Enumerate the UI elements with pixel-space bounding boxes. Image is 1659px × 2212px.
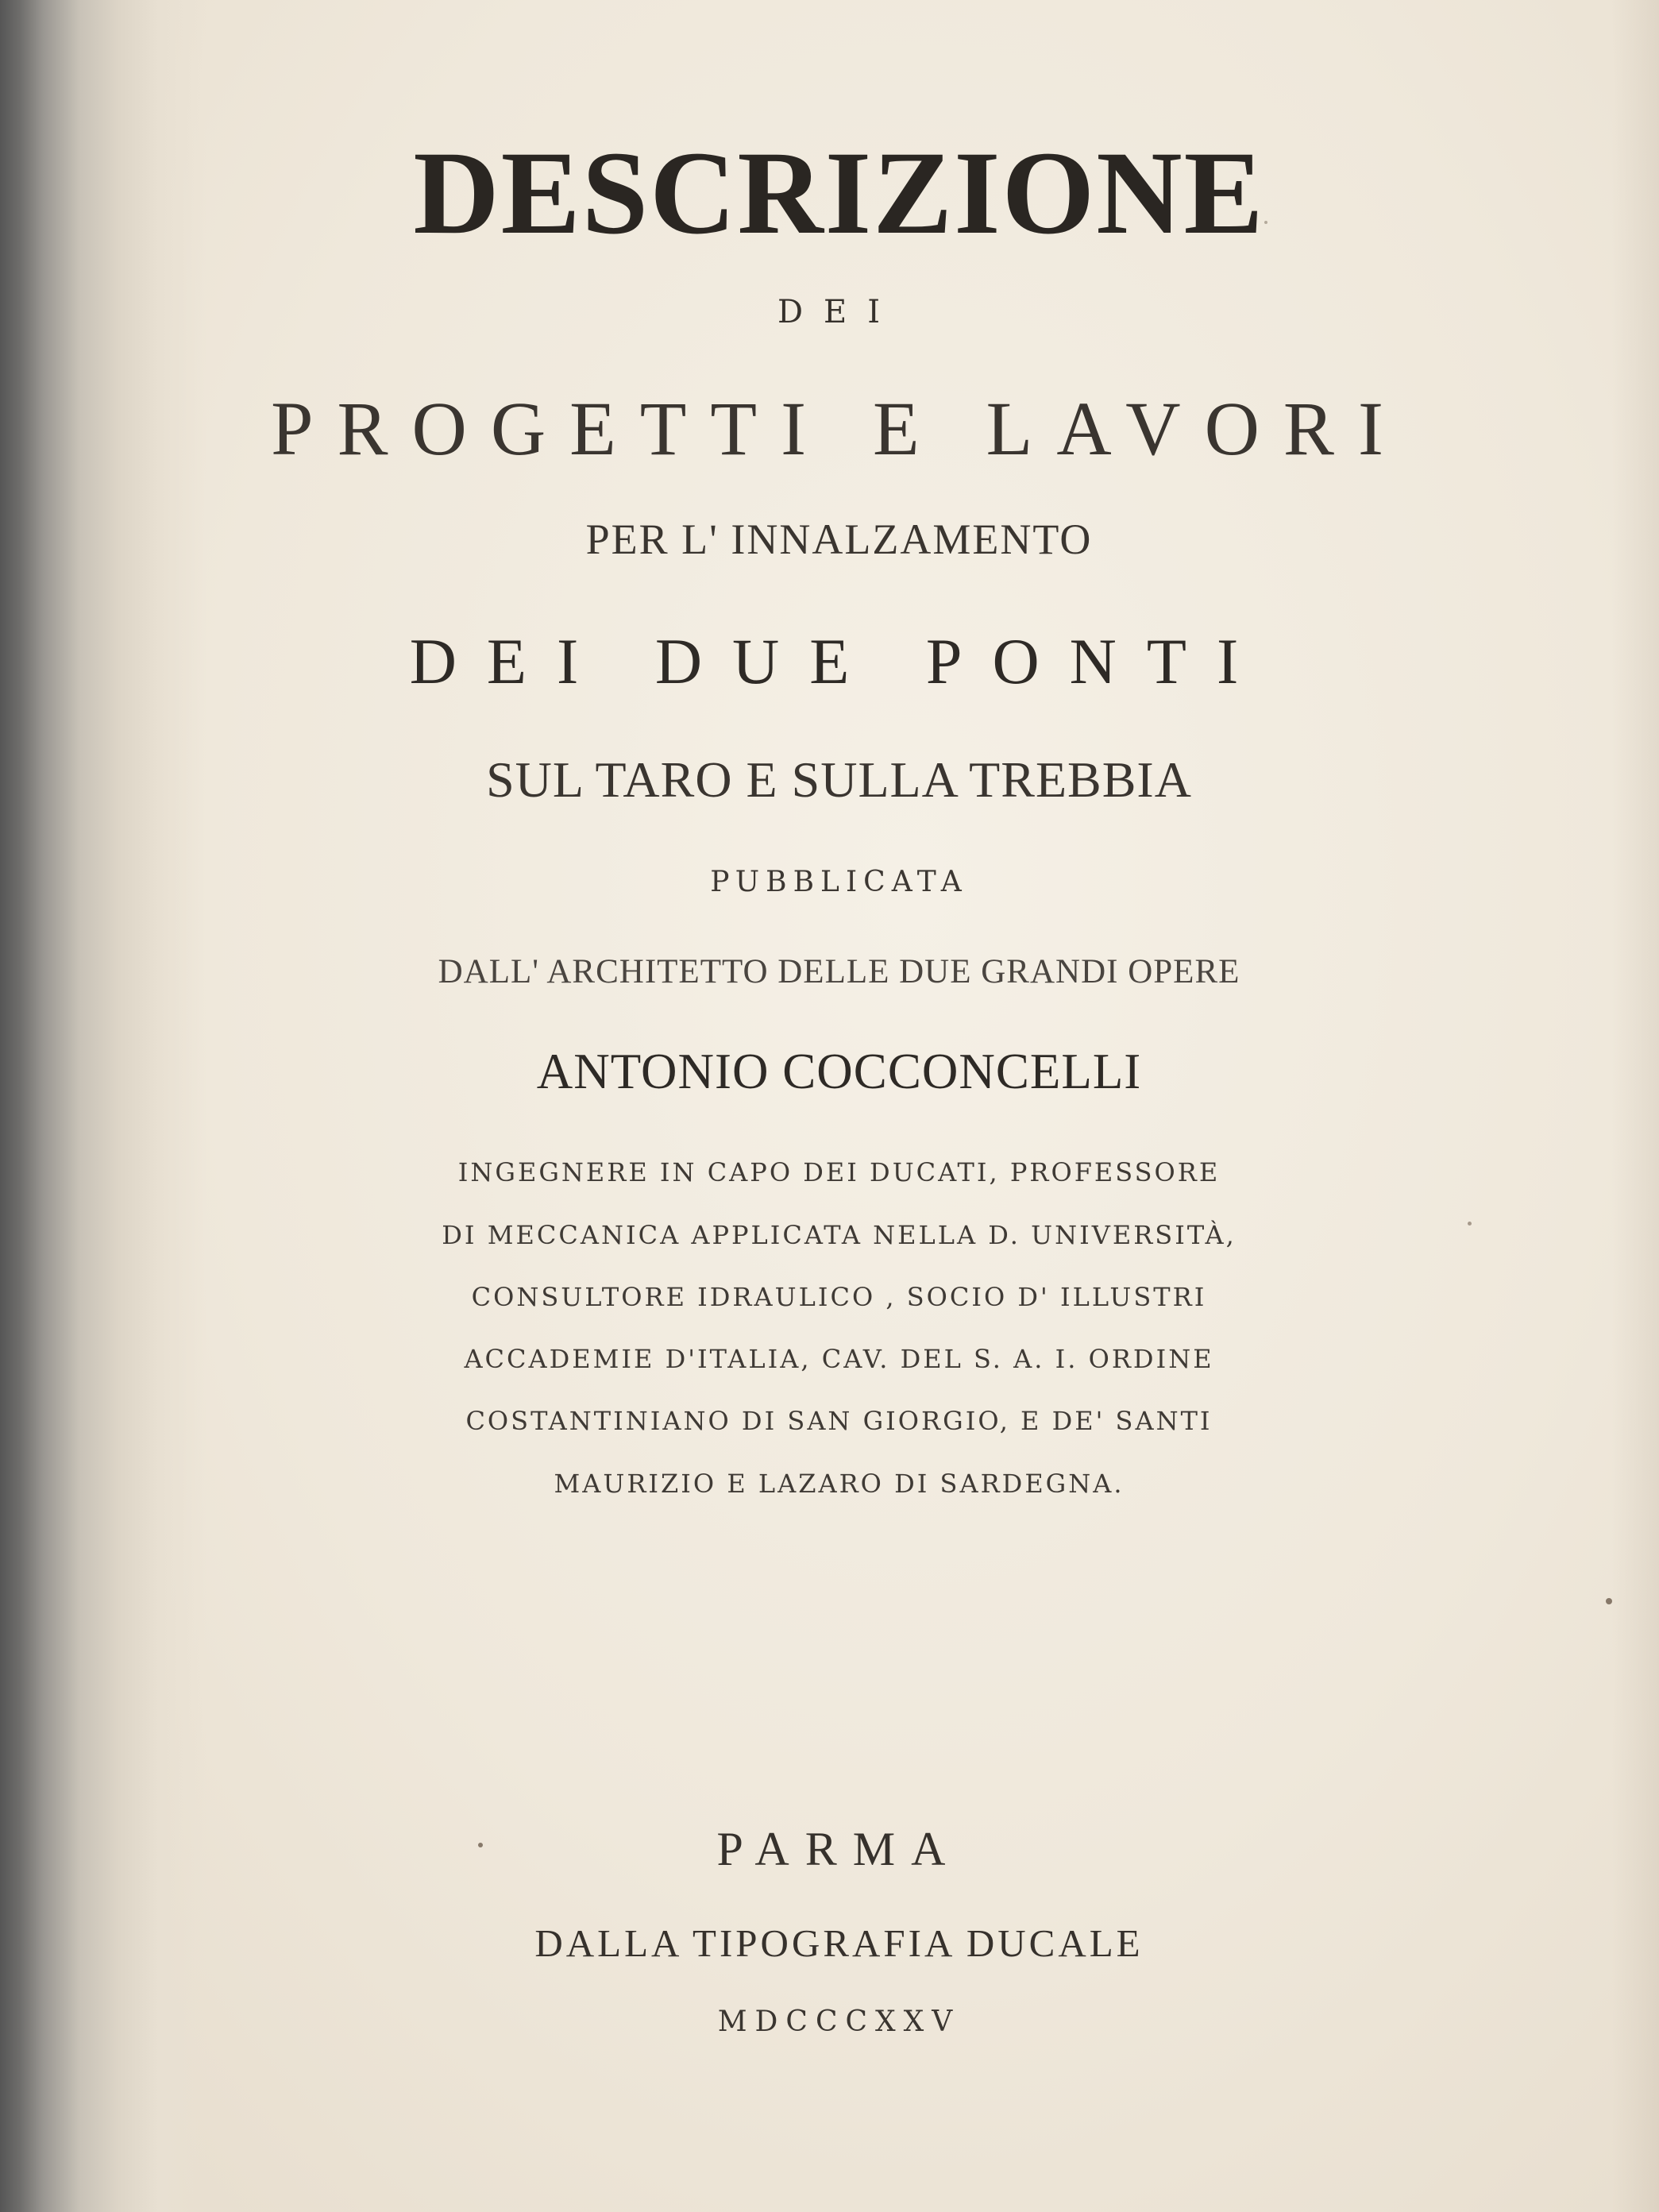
author-name: ANTONIO COCCONCELLI (536, 1044, 1142, 1099)
title-progetti-e-lavori: PROGETTI E LAVORI (271, 386, 1407, 471)
credential-line: DI MECCANICA APPLICATA NELLA D. UNIVERSITÀ, (442, 1220, 1237, 1250)
title-sul-taro: SUL TARO E SULLA TREBBIA (486, 751, 1192, 808)
title-connector-dei: DEI (777, 294, 901, 330)
credential-line: CONSULTORE IDRAULICO , SOCIO D' ILLUSTRI (471, 1282, 1207, 1312)
credential-line: INGEGNERE IN CAPO DEI DUCATI, PROFESSORE (457, 1157, 1221, 1187)
credential-line: MAURIZIO E LAZARO DI SARDEGNA. (554, 1469, 1125, 1499)
credential-line: ACCADEMIE D'ITALIA, CAV. DEL S. A. I. ORDINE (464, 1344, 1214, 1374)
title-pubblicata: PUBBLICATA (710, 866, 968, 898)
foxing-spot (1468, 1222, 1472, 1226)
title-dall-architetto: DALL' ARCHITETTO DELLE DUE GRANDI OPERE (438, 953, 1240, 990)
imprint-year: MDCCCXXV (717, 2005, 961, 2038)
title-main: DESCRIZIONE (413, 127, 1265, 259)
credential-line: COSTANTINIANO DI SAN GIORGIO, E DE' SANTI (465, 1406, 1213, 1436)
foxing-spot (1264, 221, 1267, 224)
imprint-city: PARMA (716, 1823, 962, 1875)
foxing-spot (1606, 1598, 1612, 1604)
imprint-printer: DALLA TIPOGRAFIA DUCALE (534, 1921, 1144, 1965)
binding-gutter-shadow (0, 0, 206, 2212)
title-dei-due-ponti: DEI DUE PONTI (409, 625, 1269, 697)
foxing-spot (478, 1843, 483, 1847)
page-edge-shade (1611, 0, 1659, 2212)
title-per-innalzamento: PER L' INNALZAMENTO (585, 515, 1093, 563)
